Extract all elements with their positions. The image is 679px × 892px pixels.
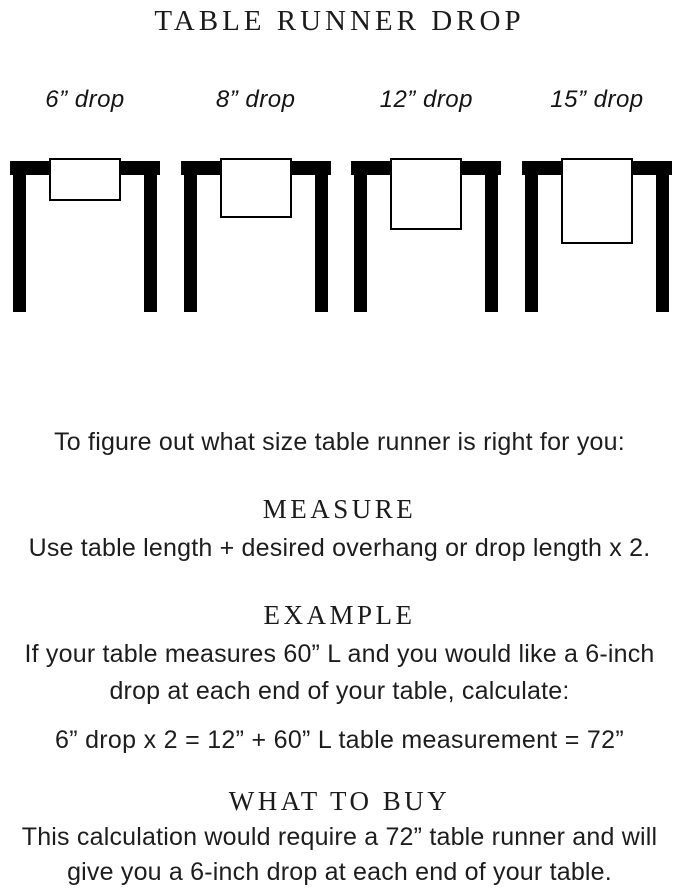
intro-text: To figure out what size table runner is right for you: (54, 428, 625, 456)
table-leg-left (13, 174, 26, 312)
drop-label: 6” drop (45, 86, 125, 113)
diagram-column-6-drop (10, 86, 160, 312)
buy-body-line2: give you a 6-inch drop at each end of your table. (67, 858, 612, 886)
table-diagram (181, 158, 331, 312)
runner-rect (49, 158, 121, 201)
buy-body-text (0, 820, 679, 890)
diagram-column-15-drop (522, 86, 672, 312)
example-body-line2: drop at each end of your table, calculate: (109, 677, 570, 705)
runner-rect (561, 158, 633, 244)
table-diagram (10, 158, 160, 312)
table-leg-left (354, 174, 367, 312)
drop-label: 8” drop (215, 86, 296, 113)
runner-drop-diagram (0, 86, 679, 312)
table-diagram (351, 158, 501, 312)
table-leg-right (315, 174, 328, 312)
table-leg-right (656, 174, 669, 312)
measure-body-text: Use table length + desired overhang or drop length x 2. (28, 534, 651, 562)
diagram-column-12-drop (351, 86, 501, 312)
section-heading-example: EXAMPLE (263, 600, 416, 630)
example-body-text (0, 636, 679, 710)
drop-label: 15” drop (550, 86, 644, 113)
table-leg-right (485, 174, 498, 312)
runner-rect (220, 158, 292, 218)
page-title: TABLE RUNNER DROP (154, 5, 525, 37)
section-heading-measure: MEASURE (262, 494, 417, 524)
diagram-column-8-drop (181, 86, 331, 312)
example-formula-text: 6” drop x 2 = 12” + 60” L table measurement = 72” (55, 726, 624, 754)
runner-rect (390, 158, 462, 230)
example-body-line1: If your table measures 60” L and you would like a 6-inch (24, 640, 655, 668)
buy-body-line1: This calculation would require a 72” table runner and will (21, 823, 658, 851)
drop-label: 12” drop (379, 86, 473, 113)
table-leg-right (144, 174, 157, 312)
section-heading-what-to-buy: WHAT TO BUY (228, 786, 451, 816)
table-leg-left (184, 174, 197, 312)
table-diagram (522, 158, 672, 312)
table-leg-left (525, 174, 538, 312)
